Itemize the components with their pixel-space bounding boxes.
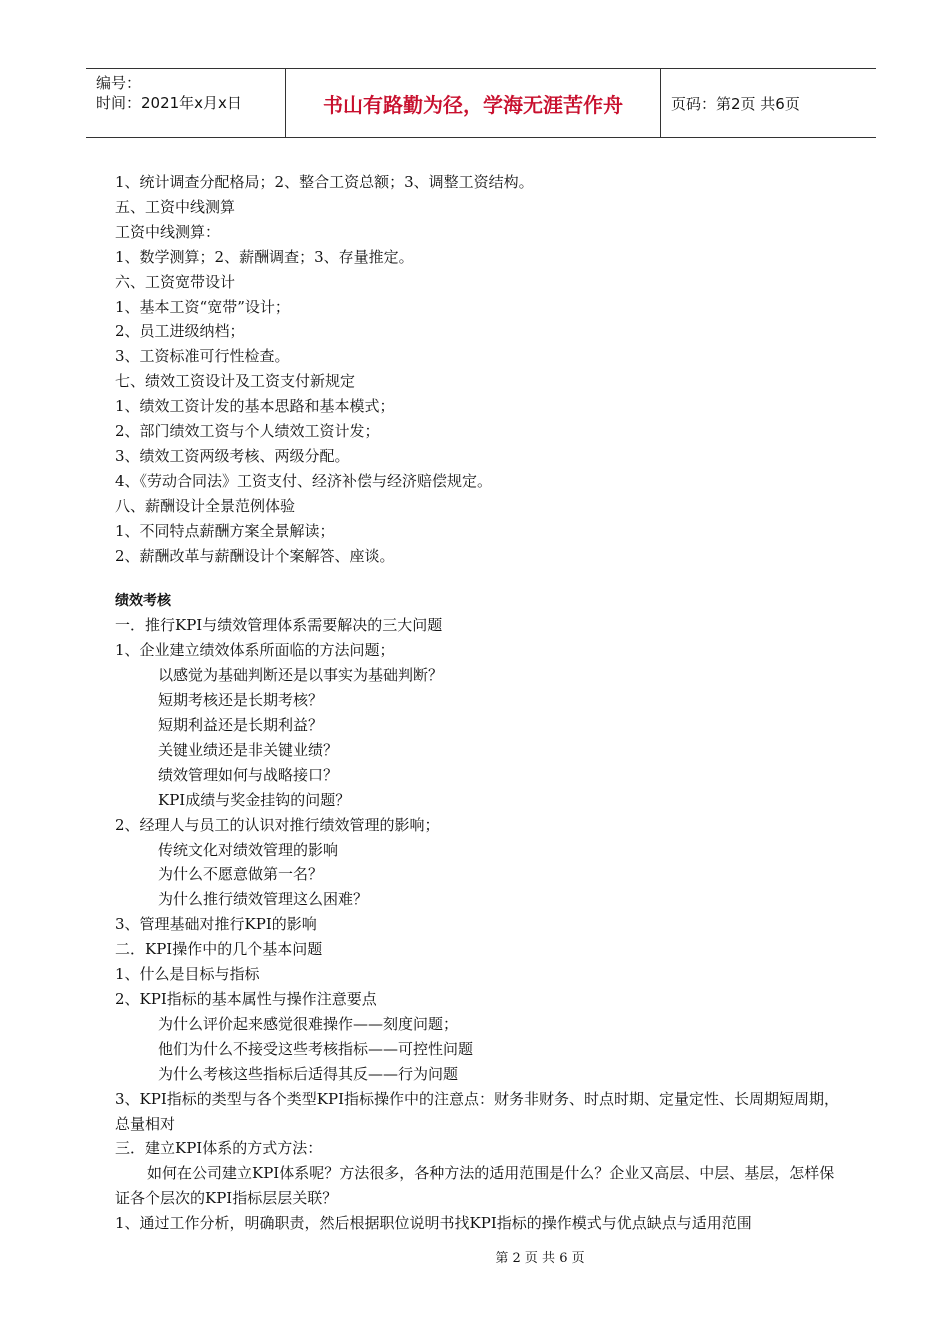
page-footer: 第 2 页 共 6 页 <box>495 1251 585 1266</box>
indented-line: 为什么推行绩效管理这么困难？ <box>158 890 369 909</box>
text-line: 3、管理基础对推行KPI的影响 <box>115 915 317 934</box>
chapter-title: 绩效考核 <box>115 592 171 609</box>
header-meta <box>86 69 286 137</box>
document-body <box>115 170 845 1236</box>
indented-line: 传统文化对绩效管理的影响 <box>158 840 339 859</box>
text-line: 3、KPI指标的类型与各个类型KPI指标操作中的注意点：财务非财务、时点时期、定量定性、长周期短周期，总量相对 <box>115 1089 839 1133</box>
text-line: 1、基本工资“宽带”设计； <box>115 297 290 316</box>
indented-line: 他们为什么不接受这些考核指标——可控性问题 <box>158 1039 474 1058</box>
section-heading: 一．推行KPI与绩效管理体系需要解决的三大问题 <box>115 616 443 635</box>
indented-line: KPI成绩与奖金挂钩的问题？ <box>158 790 351 809</box>
time-label: 时间：2021年x月x日 <box>96 94 242 112</box>
section-heading: 八、薪酬设计全景范例体验 <box>115 496 296 515</box>
section-heading: 七、绩效工资设计及工资支付新规定 <box>115 372 356 391</box>
text-line: 1、不同特点薪酬方案全景解读； <box>115 521 335 540</box>
indented-line: 关键业绩还是非关键业绩？ <box>158 740 339 759</box>
paragraph: 如何在公司建立KPI体系呢？方法很多，各种方法的适用范围是什么？企业又高层、中层、基层，怎样保证各个层次的KPI指标层层关联？ <box>115 1164 835 1208</box>
page-header <box>86 68 876 138</box>
header-motto: 书山有路勤为径，学海无涯苦作舟 <box>286 69 661 137</box>
text-line: 2、经理人与员工的认识对推行绩效管理的影响； <box>115 815 440 834</box>
text-line: 1、什么是目标与指标 <box>115 965 260 984</box>
section-heading: 二．KPI操作中的几个基本问题 <box>115 940 323 959</box>
text-line: 1、统计调查分配格局；2、整合工资总额；3、调整工资结构。 <box>115 173 534 191</box>
text-line: 1、数学测算；2、薪酬调查；3、存量推定。 <box>115 247 414 266</box>
text-line: 1、绩效工资计发的基本思路和基本模式； <box>115 397 395 416</box>
text-line: 1、企业建立绩效体系所面临的方法问题； <box>115 641 395 660</box>
indented-line: 为什么考核这些指标后适得其反——行为问题 <box>158 1064 459 1083</box>
section-heading: 六、工资宽带设计 <box>115 272 236 291</box>
indented-line: 短期利益还是长期利益？ <box>158 716 324 735</box>
indented-line: 以感觉为基础判断还是以事实为基础判断？ <box>158 666 444 685</box>
section-heading: 五、工资中线测算 <box>115 197 236 216</box>
text-line: 工资中线测算： <box>115 222 221 241</box>
indented-line: 为什么评价起来感觉很难操作——刻度问题； <box>158 1014 459 1033</box>
indented-line: 为什么不愿意做第一名？ <box>158 865 324 884</box>
indented-line: 短期考核还是长期考核？ <box>158 691 324 710</box>
text-line: 4、《劳动合同法》工资支付、经济补偿与经济赔偿规定。 <box>115 471 493 490</box>
text-line: 2、部门绩效工资与个人绩效工资计发； <box>115 422 380 441</box>
text-line: 3、工资标准可行性检查。 <box>115 347 290 366</box>
text-line: 2、员工进级纳档； <box>115 322 245 341</box>
text-line: 3、绩效工资两级考核、两级分配。 <box>115 446 350 465</box>
indented-line: 绩效管理如何与战略接口？ <box>158 765 339 784</box>
text-line: 1、通过工作分析，明确职责，然后根据职位说明书找KPI指标的操作模式与优点缺点与适用范围 <box>115 1214 752 1233</box>
number-label: 编号： <box>96 74 142 92</box>
header-page-info: 页码：第2页 共6页 <box>671 94 800 113</box>
text-line: 2、KPI指标的基本属性与操作注意要点 <box>115 990 377 1008</box>
section-heading: 三．建立KPI体系的方式方法： <box>115 1139 323 1158</box>
text-line: 2、薪酬改革与薪酬设计个案解答、座谈。 <box>115 546 395 565</box>
